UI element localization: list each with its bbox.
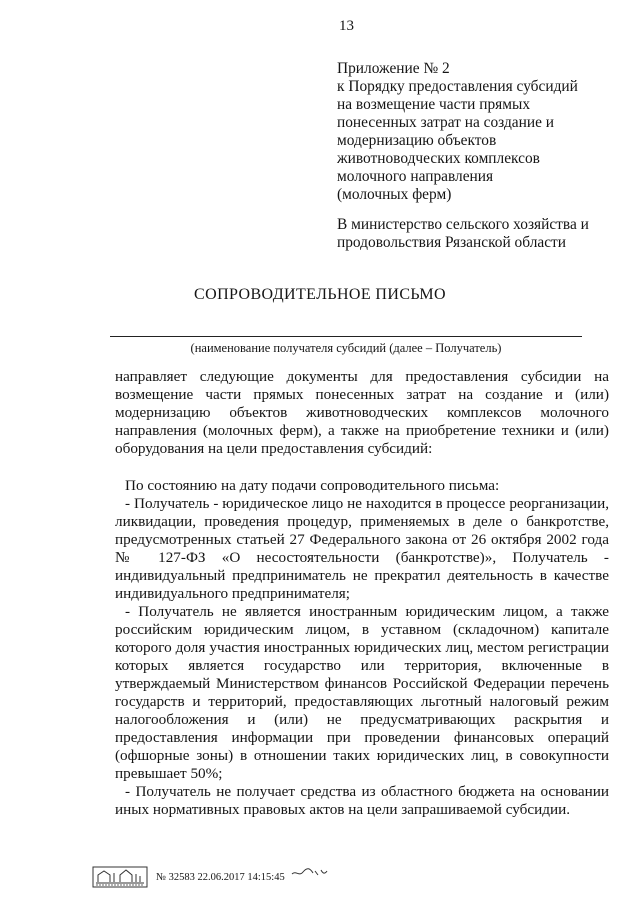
addressee-block xyxy=(337,216,627,252)
list-item: - Получатель не получает средства из областного бюджета на основании иных нормативных правовых актов на цели запрашиваемой субсидии. xyxy=(115,783,609,818)
appendix-line: животноводческих комплексов xyxy=(337,150,540,167)
appendix-line: понесенных затрат на создание и xyxy=(337,114,555,131)
recipient-caption: (наименование получателя субсидий (далее – Получатель) xyxy=(190,341,502,355)
appendix-line: на возмещение части прямых xyxy=(337,96,531,113)
appendix-line: Приложение № 2 xyxy=(337,60,450,77)
status-heading: По состоянию на дату подачи сопроводительного письма: xyxy=(125,477,500,494)
appendix-line: модернизацию объектов xyxy=(337,132,497,149)
appendix-line: (молочных ферм) xyxy=(337,186,452,203)
list-item: - Получатель - юридическое лицо не находится в процессе реорганизации, ликвидации, проведения процедур, применяемых в деле о банкротстве, предусмотренных статьей 27 Федерального закона от 26 октября 2002 года № 127-ФЗ «О несостоятельности (банкротстве)», Получатель - индивидуальный предприниматель не прекратил деятельность в качестве индивидуального предпринимателя; xyxy=(115,495,609,602)
appendix-block xyxy=(337,60,627,204)
addressee-line: В министерство сельского хозяйства и xyxy=(337,216,589,233)
appendix-line: к Порядку предоставления субсидий xyxy=(337,78,578,95)
letter-body xyxy=(115,368,609,819)
document-title: СОПРОВОДИТЕЛЬНОЕ ПИСЬМО xyxy=(194,286,446,303)
registry-stamp-icon xyxy=(92,866,148,888)
registration-stamp: № 32583 22.06.2017 14:15:45 xyxy=(156,872,285,883)
appendix-line: молочного направления xyxy=(337,168,494,185)
list-item: - Получатель не является иностранным юридическим лицом, а также российским юридическим лицом, в уставном (складочном) капитале которого доля участия иностранных юридических лиц, местом регистрации которых является государство или территория, включенные в утверждаемый Министерством финансов Российской Федерации перечень государств и территорий, предоставляющих льготный налоговый режим налогообложения и (или) не предусматривающих раскрытия и предоставления информации при проведении финансовых операций (офшорные зоны) в отношении таких юридических лиц, в совокупности превышает 50%; xyxy=(115,603,609,782)
intro-paragraph: направляет следующие документы для предоставления субсидии на возмещение части прямых понесенных затрат на создание и (или) модернизацию объектов животноводческих комплексов молочного направления (молочных ферм), а также на приобретение техники и (или) оборудования на цели предоставления субсидий: xyxy=(115,368,609,457)
addressee-line: продовольствия Рязанской области xyxy=(337,234,567,251)
page-number: 13 xyxy=(339,18,354,34)
handwritten-mark-icon xyxy=(290,862,330,882)
recipient-blank-line xyxy=(110,336,582,337)
